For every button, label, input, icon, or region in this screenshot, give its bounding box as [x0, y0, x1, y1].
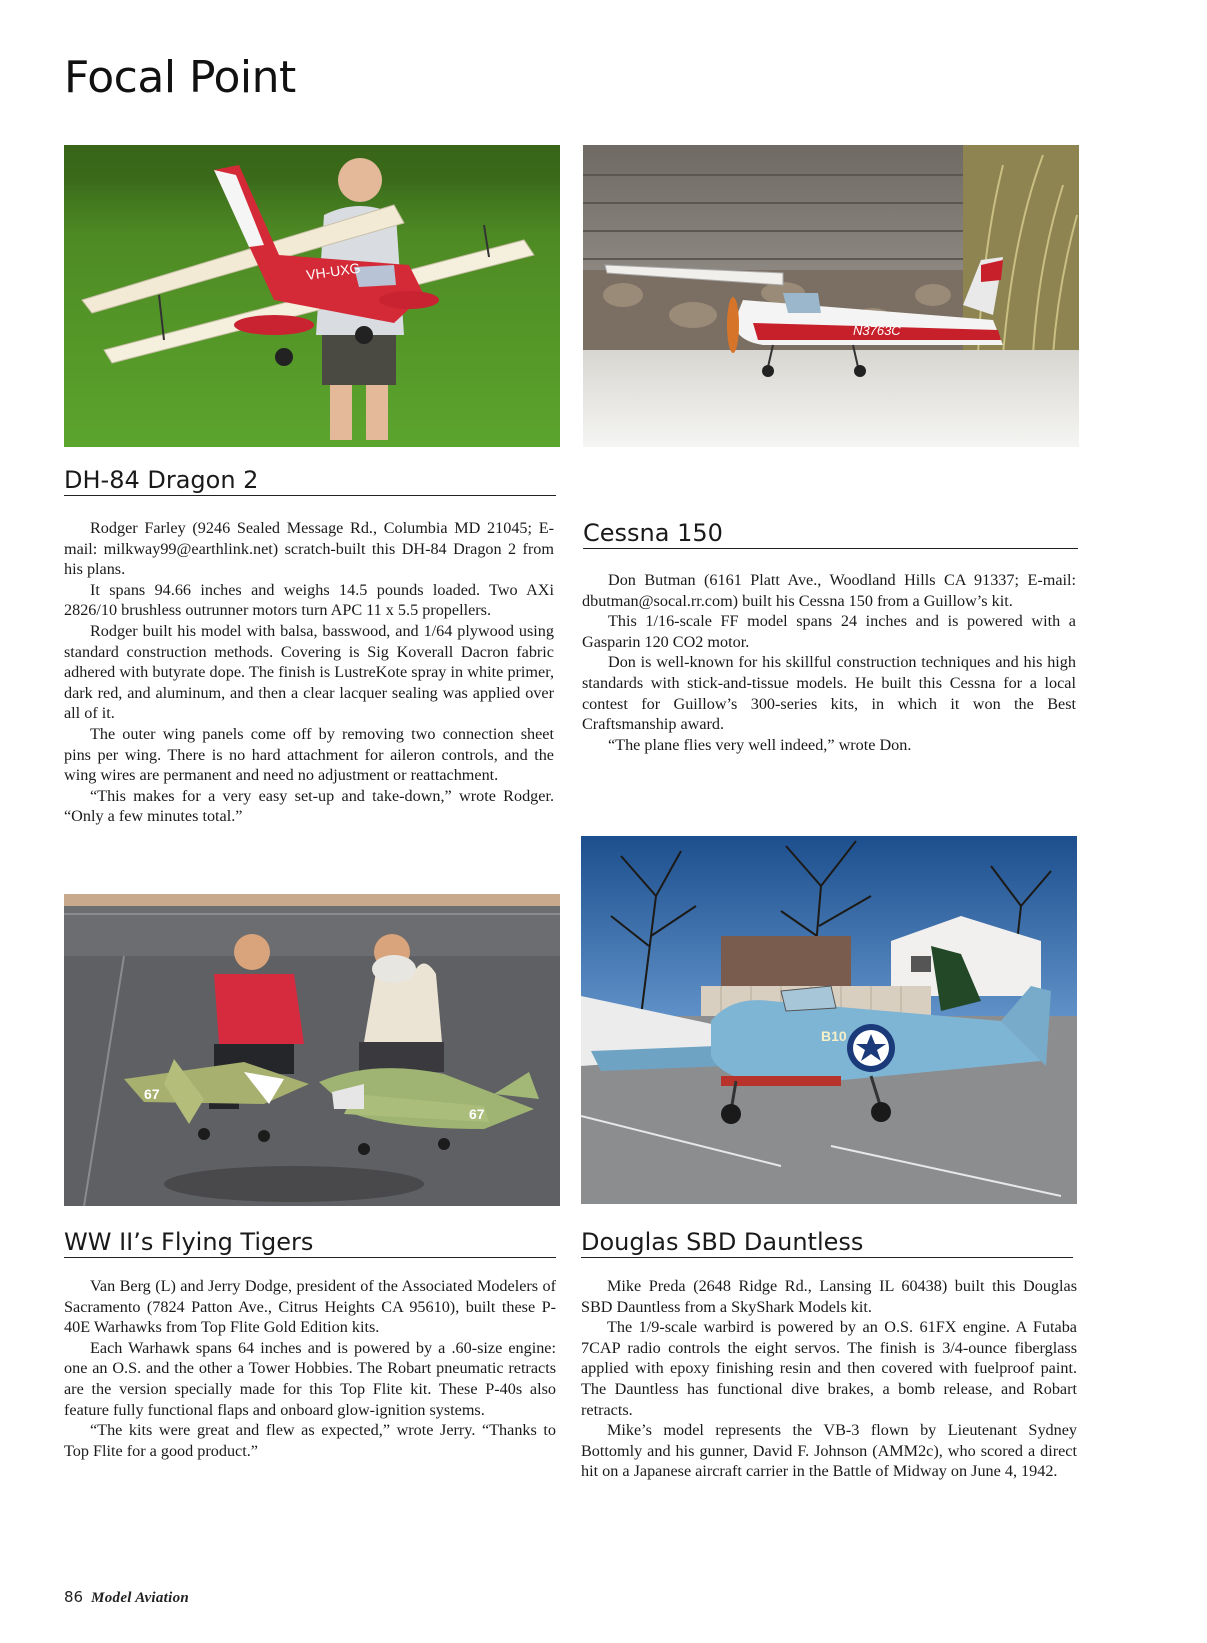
page-title: Focal Point: [64, 52, 296, 103]
dauntless-number: B10: [821, 1028, 847, 1044]
cessna-paragraph: This 1/16-scale FF model spans 24 inches and is powered with a Gasparin 120 CO2 motor.: [582, 612, 1076, 651]
magazine-name: Model Aviation: [91, 1590, 190, 1606]
cessna-article: [582, 570, 1076, 755]
tigers-paragraph: Van Berg (L) and Jerry Dodge, president of the Associated Modelers of Sacramento (7824 Patton Ave., Citrus Heights CA 95610), built these P-40E Warhawks from Top Flite Gold Edition kits.: [64, 1277, 556, 1337]
dauntless-paragraph: Mike’s model represents the VB-3 flown by Lieutenant Sydney Bottomly and his gunner, David F. Johnson (AMM2c), who scored a direct hit on a Japanese aircraft carrier in the Battle of Midway on June 4, 1942.: [581, 1421, 1077, 1481]
tigers-paragraph: “The kits were great and flew as expected,” wrote Jerry. “Thanks to Top Flite for a good product.”: [64, 1421, 556, 1460]
cessna-photo: [583, 145, 1079, 447]
tigers-photo: [64, 894, 560, 1206]
dauntless-heading: Douglas SBD Dauntless: [581, 1227, 1073, 1258]
dragon-paragraph: Rodger built his model with balsa, basswood, and 1/64 plywood using standard construction methods. Covering is Sig Koverall Dacron fabric adhered with butyrate dope. The finish is LustreKote spray in white primer, dark red, and aluminum, and then a clear lacquer sealing was applied over all of it.: [64, 621, 554, 723]
dragon-paragraph: Rodger Farley (9246 Sealed Message Rd., Columbia MD 21045; E-mail: milkway99@earthlink.net) scratch-built this DH-84 Dragon 2 from his plans.: [64, 519, 554, 579]
cessna-registration: N3763C: [853, 323, 901, 338]
page-footer: [64, 1588, 189, 1607]
cessna-heading: Cessna 150: [583, 518, 1078, 549]
tigers-heading: WW II’s Flying Tigers: [64, 1227, 556, 1258]
dragon-fuselage-mark: VH-UXG: [305, 259, 362, 283]
dragon-article: [64, 518, 554, 827]
dragon-paragraph: It spans 94.66 inches and weighs 14.5 pounds loaded. Two AXi 2826/10 brushless outrunner motors turn APC 11 x 5.5 propellers.: [64, 580, 554, 620]
tigers-left-number: 67: [144, 1086, 160, 1102]
cessna-paragraph: Don is well-known for his skillful construction techniques and his high standards with stick-and-tissue models. He built this Cessna for a local contest for Guillow’s 300-series kits, in which it won the Best Craftsmanship award.: [582, 653, 1076, 734]
tigers-article: [64, 1276, 556, 1461]
cessna-paragraph: “The plane flies very well indeed,” wrote Don.: [608, 735, 912, 754]
page-number: 86: [64, 1588, 84, 1606]
dragon-heading: DH-84 Dragon 2: [64, 465, 556, 496]
dragon-paragraph: “This makes for a very easy set-up and take-down,” wrote Rodger. “Only a few minutes total.”: [64, 786, 554, 826]
dauntless-paragraph: Mike Preda (2648 Ridge Rd., Lansing IL 60438) built this Douglas SBD Dauntless from a SkyShark Models kit.: [581, 1277, 1077, 1316]
cessna-paragraph: Don Butman (6161 Platt Ave., Woodland Hills CA 91337; E-mail: dbutman@socal.rr.com) built his Cessna 150 from a Guillow’s kit.: [582, 571, 1076, 610]
dauntless-paragraph: The 1/9-scale warbird is powered by an O.S. 61FX engine. A Futaba 7CAP radio controls the eight servos. The finish is 3/4-ounce fiberglass applied with epoxy finishing resin and then covered with fuelproof paint. The Dauntless has functional dive brakes, a bomb release, and Robart retracts.: [581, 1318, 1077, 1419]
tigers-paragraph: Each Warhawk spans 64 inches and is powered by a .60-size engine: one an O.S. and the other a Tower Hobbies. The Robart pneumatic retracts are the version specially made for this Top Flite kit. These P-40s also feature fully functional flaps and onboard glow-ignition systems.: [64, 1338, 556, 1419]
dragon-paragraph: The outer wing panels come off by removing two connection sheet pins per wing. There is no hard attachment for aileron controls, and the wing wires are permanent and need no adjustment or reattachment.: [64, 724, 554, 785]
dauntless-article: [581, 1276, 1077, 1482]
dauntless-photo: [581, 836, 1077, 1204]
tigers-right-number: 67: [469, 1106, 485, 1122]
dragon-photo: [64, 145, 560, 447]
